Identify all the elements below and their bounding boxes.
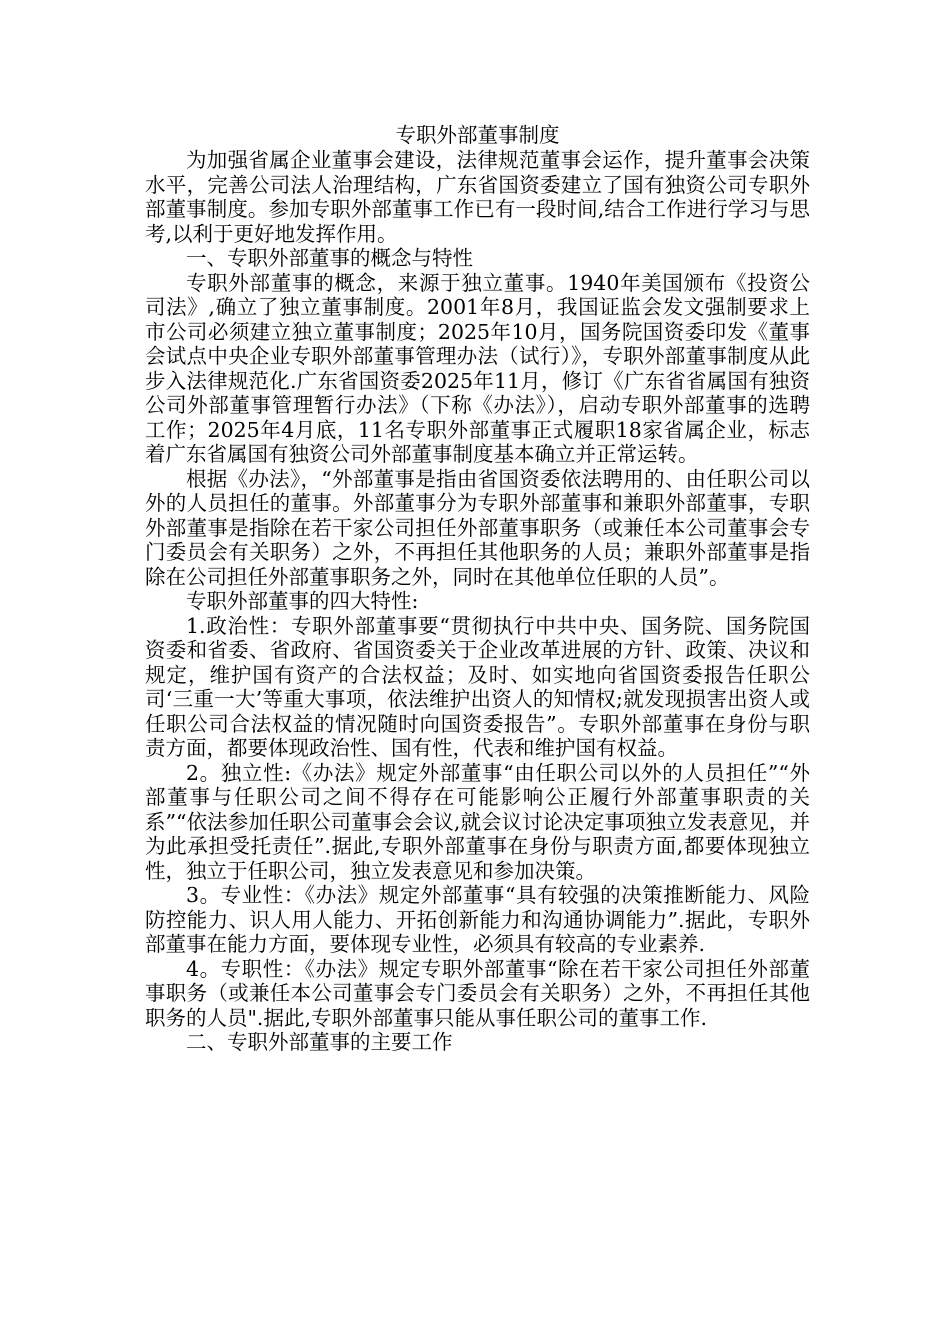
paragraph-definition: 根据《办法》，“外部董事是指由省国资委依法聘用的、由任职公司以外的人员担任的董事。外部董事分为专职外部董事和兼职外部董事，专职外部董事是指除在若干家公司担任外部董事职务（或兼任本公司董事会专门委员会有关职务）之外，不再担任其他职务的人员；兼职外部董事是指除在公司担任外部董事职务之外，同时在其他单位任职的人员”。 (145, 466, 810, 589)
section-heading-2: 二、专职外部董事的主要工作 (186, 1030, 453, 1054)
paragraph-trait-professional: 3。专业性：《办法》规定外部董事“具有较强的决策推断能力、风险防控能力、识人用人能力、开拓创新能力和沟通协调能力”.据此，专职外部董事在能力方面，要体现专业性，必须具有较高的专业素养. (145, 883, 810, 956)
document-title: 专职外部董事制度 (395, 123, 560, 147)
paragraph-intro: 为加强省属企业董事会建设，法律规范董事会运作，提升董事会决策水平，完善公司法人治理结构，广东省国资委建立了国有独资公司专职外部董事制度。参加专职外部董事工作已有一段时间,结合工作进行学习与思考,以利于更好地发挥作用。 (145, 148, 810, 246)
section-heading-1: 一、专职外部董事的概念与特性 (186, 246, 473, 270)
paragraph-trait-fulltime: 4。专职性：《办法》规定专职外部董事“除在若干家公司担任外部董事职务（或兼任本公司董事会专门委员会有关职务）之外，不再担任其他职务的人员".据此,专职外部董事只能从事任职公司的董事工作. (145, 956, 810, 1030)
paragraph-concept: 专职外部董事的概念，来源于独立董事。1940年美国颁布《投资公司法》,确立了独立董事制度。2001年8月，我国证监会发文强制要求上市公司必须建立独立董事制度；2025年10月，国务院国资委印发《董事会试点中央企业专职外部董事管理办法（试行）》，专职外部董事制度从此步入法律规范化.广东省国资委2025年11月，修订《广东省省属国有独资公司外部董事管理暂行办法》（下称《办法》），启动专职外部董事的选聘工作；2025年4月底，11名专职外部董事正式履职18家省属企业，标志着广东省属国有独资公司外部董事制度基本确立并正常运转。 (145, 270, 810, 466)
paragraph-trait-political: 1.政治性：专职外部董事要“贯彻执行中共中央、国务院、国务院国资委和省委、省政府、省国资委关于企业改革进展的方针、政策、决议和规定，维护国有资产的合法权益；及时、如实地向省国资委报告任职公司‘三重一大’等重大事项，依法维护出资人的知情权;就发现损害出资人或任职公司合法权益的情况随时向国资委报告”。专职外部董事在身份与职责方面，都要体现政治性、国有性，代表和维护国有权益。 (145, 613, 810, 760)
paragraph-trait-independent: 2。独立性:《办法》规定外部董事“由任职公司以外的人员担任”“外部董事与任职公司之间不得存在可能影响公正履行外部董事职责的关系”“依法参加任职公司董事会会议,就会议讨论决定事项独立发表意见，并为此承担受托责任”.据此,专职外部董事在身份与职责方面,都要体现独立性，独立于任职公司，独立发表意见和参加决策。 (145, 760, 810, 883)
document-page (145, 122, 810, 1055)
paragraph-four-traits: 专职外部董事的四大特性: (186, 589, 419, 613)
